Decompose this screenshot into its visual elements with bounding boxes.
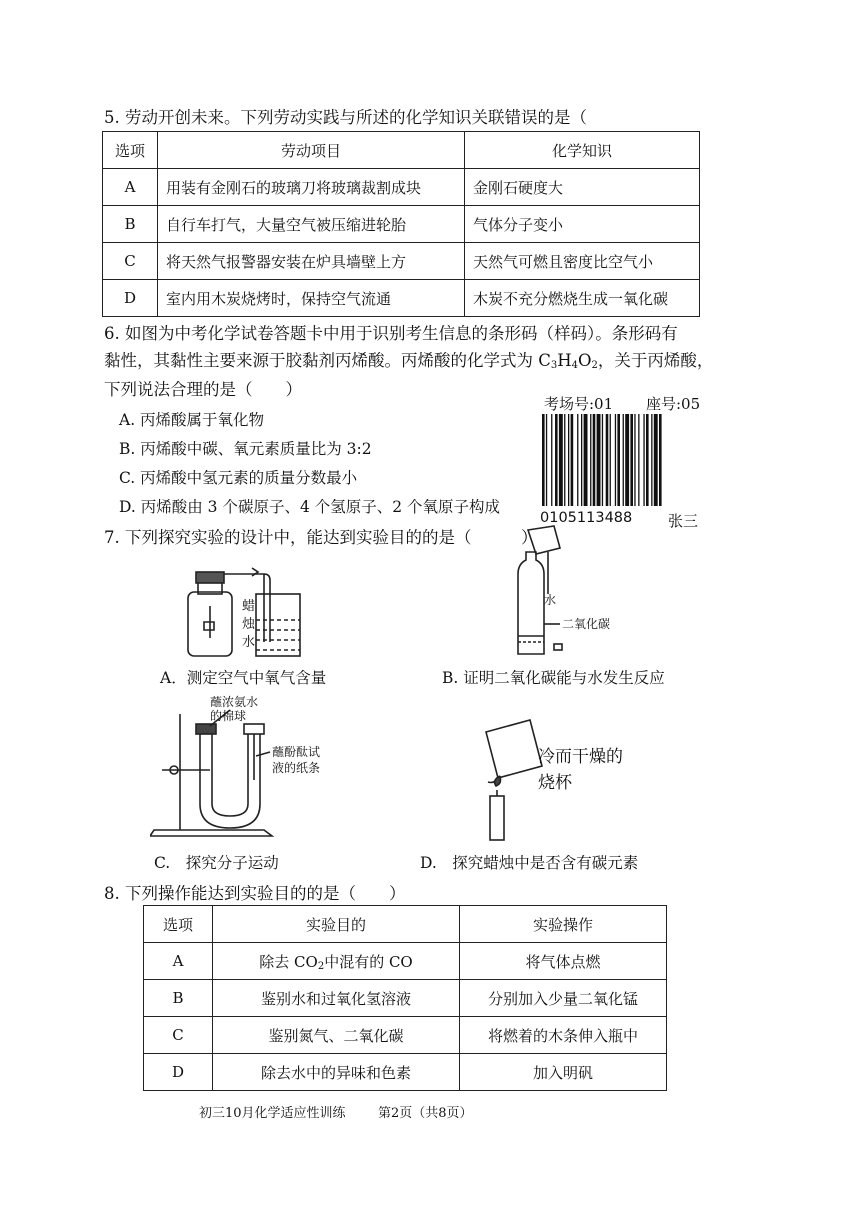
barcode-bar: [584, 414, 588, 506]
footer-page-number: 第2页（共8页）: [378, 1106, 473, 1121]
barcode-bar: [643, 414, 644, 506]
apparatus-c-molecular-motion: [150, 694, 350, 850]
table-row: [103, 243, 700, 280]
barcode-bar: [602, 414, 603, 506]
q5-header-project: 劳动项目: [158, 132, 465, 169]
q8-aim-text: 中混有的 CO: [324, 952, 413, 971]
q8-aim: 鉴别水和过氧化氢溶液: [213, 980, 460, 1017]
barcode-bar: [617, 414, 620, 506]
q5-knowledge: 木炭不充分燃烧生成一氧化碳: [465, 280, 700, 317]
subscript: 2: [591, 360, 598, 371]
q8-table: [143, 905, 667, 1091]
q5-title: 5. 劳动开创未来。下列劳动实践与所述的化学知识关联错误的是（: [104, 108, 587, 127]
q5-project: 将天然气报警器安装在炉具墙壁上方: [158, 243, 465, 280]
q8-operation: 分别加入少量二氧化锰: [460, 980, 667, 1017]
table-row: [103, 169, 700, 206]
q8-aim: [213, 943, 460, 980]
q7-title: 7. 下列探究实验的设计中，能达到实验目的的是（ ）: [104, 528, 538, 547]
q8-option: A: [144, 943, 213, 980]
q6-option-b: B. 丙烯酸中碳、氧元素质量比为 3:2: [119, 440, 372, 458]
barcode-bar: [634, 414, 635, 506]
q8-aim: 鉴别氮气、二氧化碳: [213, 1017, 460, 1054]
table-row: [144, 943, 667, 980]
barcode-bar: [581, 414, 582, 506]
barcode-bar: [555, 414, 558, 506]
barcode-bar: [577, 414, 578, 506]
barcode-bar: [654, 414, 658, 506]
barcode-bar: [651, 414, 652, 506]
table-row: [103, 206, 700, 243]
label-b-water: 水: [544, 593, 557, 607]
q5-knowledge: 金刚石硬度大: [465, 169, 700, 206]
barcode-bar: [568, 414, 569, 506]
q8-aim: 除去水中的异味和色素: [213, 1054, 460, 1091]
barcode-label: [540, 393, 705, 533]
barcode-bar: [571, 414, 574, 506]
q6-option-a: A. 丙烯酸属于氧化物: [119, 411, 265, 429]
barcode-bar: [546, 414, 547, 506]
barcode-bar: [590, 414, 591, 506]
student-name: 张三: [668, 512, 699, 530]
q8-header-operation: 实验操作: [460, 906, 667, 943]
q6-line-1: 6. 如图为中考化学试卷答题卡中用于识别考生信息的条形码（样码）。条形码有: [104, 324, 678, 343]
q5-table: [102, 131, 700, 317]
barcode-bar: [638, 414, 639, 506]
exam-room-number: 考场号:01: [544, 395, 614, 413]
apparatus-a-oxygen-measurement: [178, 552, 318, 660]
q5-project: 用装有金刚石的玻璃刀将玻璃裁割成块: [158, 169, 465, 206]
caption-b: B. 证明二氧化碳能与水发生反应: [442, 669, 665, 687]
label-beaker-2: 烧杯: [538, 773, 572, 793]
label-beaker-1: 冷而干燥的: [538, 747, 623, 767]
label-ammonia-2: 的棉球: [210, 709, 247, 723]
table-row: [144, 1054, 667, 1091]
q5-knowledge: 天然气可燃且密度比空气小: [465, 243, 700, 280]
q6-line-2-text: O: [578, 351, 592, 370]
barcode-number: 0105113488: [540, 510, 633, 526]
label-ammonia-1: 蘸浓氨水: [210, 695, 259, 709]
caption-d: D. 探究蜡烛中是否含有碳元素: [420, 854, 639, 872]
barcode-bar: [615, 414, 616, 506]
label-phenol-1: 蘸酚酞试: [272, 745, 321, 759]
barcode-bar: [625, 414, 629, 506]
barcode-bar: [564, 414, 565, 506]
barcode-bar: [646, 414, 649, 506]
q5-header-option: 选项: [103, 132, 158, 169]
subscript: 3: [550, 360, 558, 371]
q8-option: D: [144, 1054, 213, 1091]
barcode-bar: [593, 414, 596, 506]
q8-header-option: 选项: [144, 906, 213, 943]
q6-line-2-text: 黏性，其黏性主要来源于胶黏剂丙烯酸。丙烯酸的化学式为 C: [104, 351, 551, 370]
q8-operation: 将燃着的木条伸入瓶中: [460, 1017, 667, 1054]
barcode-bar: [623, 414, 624, 506]
q8-option: B: [144, 980, 213, 1017]
q8-operation: 将气体点燃: [460, 943, 667, 980]
label-co2: 二氧化碳: [562, 617, 611, 631]
q6-line-2: [104, 347, 713, 371]
q5-option: B: [103, 206, 158, 243]
q6-option-d: D. 丙烯酸由 3 个碳原子、4 个氢原子、2 个氧原子构成: [119, 498, 501, 516]
q8-title: 8. 下列操作能达到实验目的的是（ ）: [104, 884, 406, 903]
barcode-bar: [597, 414, 601, 506]
seat-number: 座号:05: [646, 395, 701, 413]
q6-option-c: C. 丙烯酸中氢元素的质量分数最小: [119, 469, 358, 487]
table-row: [144, 1017, 667, 1054]
q5-knowledge: 气体分子变小: [465, 206, 700, 243]
barcode-bars: [542, 414, 700, 506]
q8-aim-text: 除去 CO: [259, 952, 318, 971]
apparatus-d-candle-carbon: [474, 716, 654, 844]
q5-option: D: [103, 280, 158, 317]
label-phenol-2: 液的纸条: [272, 761, 321, 775]
q8-operation: 加入明矾: [460, 1054, 667, 1091]
barcode-bar: [559, 414, 563, 506]
label-candle-2: 烛: [242, 617, 256, 632]
q5-option: C: [103, 243, 158, 280]
table-row: [103, 280, 700, 317]
barcode-bar: [542, 414, 545, 506]
q5-option: A: [103, 169, 158, 206]
q8-option: C: [144, 1017, 213, 1054]
caption-a: A．测定空气中氧气含量: [160, 669, 327, 687]
footer-exam-name: 初三10月化学适应性训练: [199, 1106, 346, 1121]
q6-line-2-text: H: [557, 351, 572, 370]
q5-project: 室内用木炭烧烤时，保持空气流通: [158, 280, 465, 317]
q5-project: 自行车打气，大量空气被压缩进轮胎: [158, 206, 465, 243]
table-row: [144, 906, 667, 943]
subscript: 4: [571, 360, 579, 371]
table-row: [103, 132, 700, 169]
q8-header-aim: 实验目的: [213, 906, 460, 943]
subscript: 2: [317, 960, 325, 972]
barcode-bar: [659, 414, 662, 506]
barcode-bar: [606, 414, 609, 506]
table-row: [144, 980, 667, 1017]
barcode-bar: [551, 414, 552, 506]
q6-line-3: 下列说法合理的是（ ）: [104, 380, 302, 399]
barcode-bar: [610, 414, 611, 506]
caption-c: C. 探究分子运动: [154, 854, 279, 872]
label-water: 水: [242, 635, 256, 650]
apparatus-b-co2-water: [500, 524, 620, 664]
label-candle-1: 蜡: [242, 599, 256, 614]
barcode-bar: [630, 414, 633, 506]
q5-header-knowledge: 化学知识: [465, 132, 700, 169]
q6-line-2-text: ，关于丙烯酸，: [597, 351, 714, 370]
